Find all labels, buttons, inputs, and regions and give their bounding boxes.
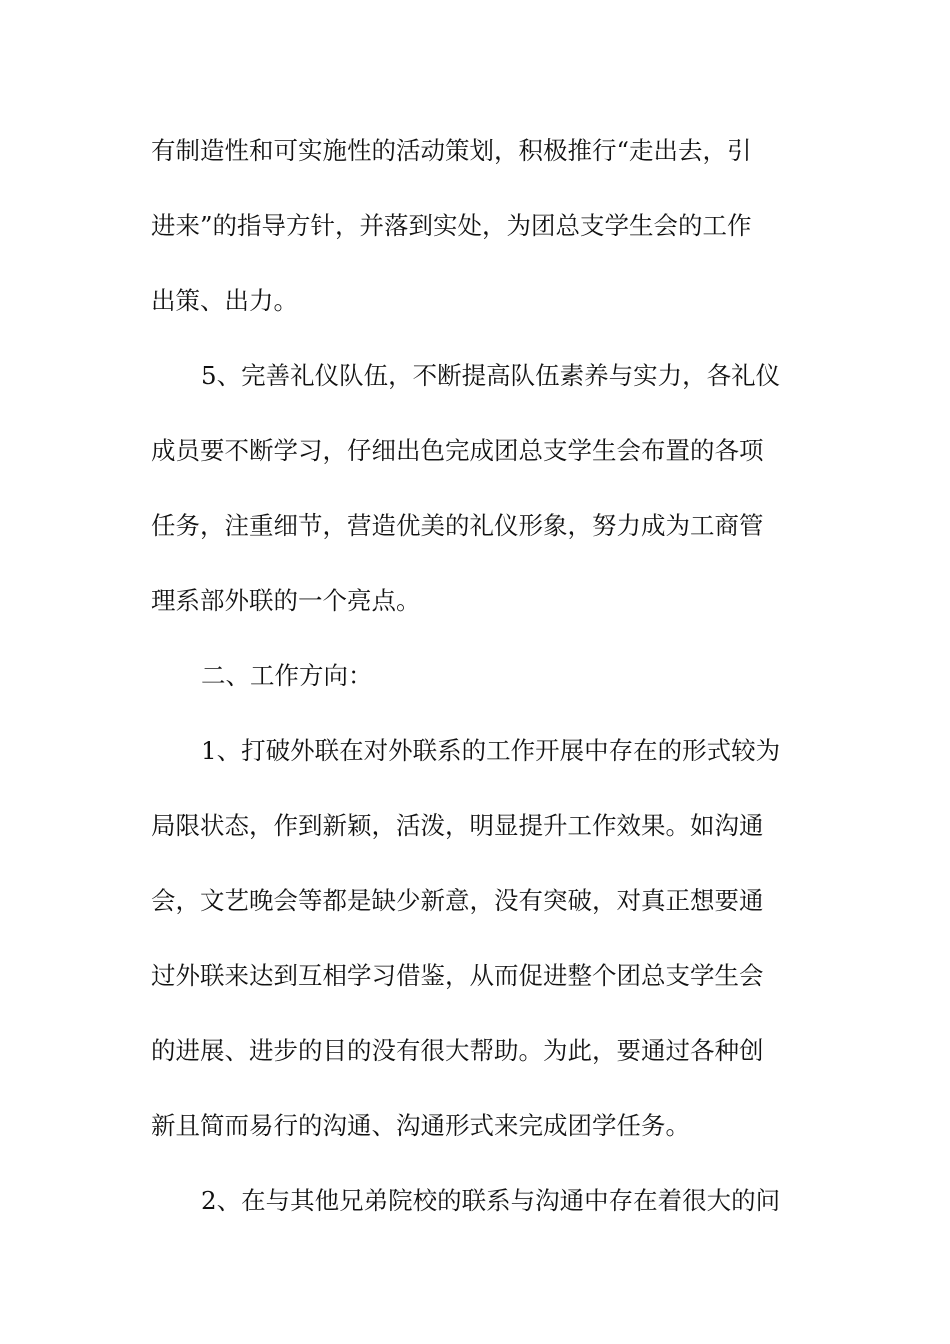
paragraph-start-line: 1、打破外联在对外联系的工作开展中存在的形式较为 [201,736,781,765]
text-line: 的进展、进步的目的没有很大帮助。为此，要通过各种创 [151,1036,764,1065]
text-line: 进来”的指导方针，并落到实处，为团总支学生会的工作 [151,211,752,240]
paragraph-start-line: 5、完善礼仪队伍，不断提高队伍素养与实力，各礼仪 [201,361,781,390]
text-line: 过外联来达到互相学习借鉴，从而促进整个团总支学生会 [151,961,764,990]
paragraph-start-line: 2、在与其他兄弟院校的联系与沟通中存在着很大的问 [201,1186,781,1215]
text-line: 出策、出力。 [151,286,298,315]
section-heading: 二、工作方向： [201,661,373,690]
text-line: 局限状态，作到新颖，活泼，明显提升工作效果。如沟通 [151,811,764,840]
text-line: 成员要不断学习，仔细出色完成团总支学生会布置的各项 [151,436,764,465]
text-line: 新且简而易行的沟通、沟通形式来完成团学任务。 [151,1111,690,1140]
text-line: 有制造性和可实施性的活动策划，积极推行“走出去，引 [151,136,752,165]
text-line: 会，文艺晚会等都是缺少新意，没有突破，对真正想要通 [151,886,764,915]
text-line: 理系部外联的一个亮点。 [151,586,421,615]
text-line: 任务，注重细节，营造优美的礼仪形象，努力成为工商管 [151,511,764,540]
